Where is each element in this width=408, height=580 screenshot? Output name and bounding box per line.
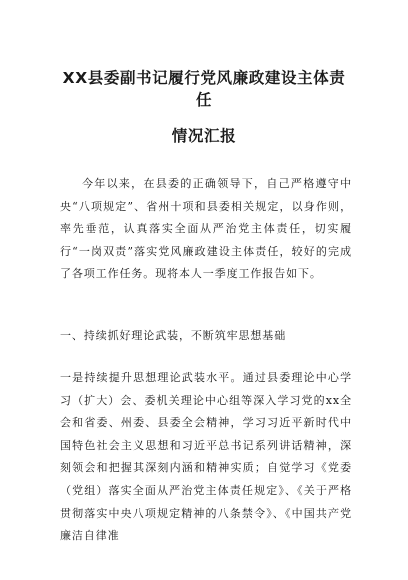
intro-paragraph: 今年以来，在县委的正确领导下，自己严格遵守中央“八项规定”、省州十项和县委相关规定，以身作则，率先垂范，认真落实全面从严治党主体责任，切实履行“一岗双责”落实党风廉政建设主体责任，较好的完成了各项工作任务。现将本人一季度工作报告如下。 — [60, 177, 352, 281]
section-heading: 一、持续抓好理论武装，不断筑牢思想基础 — [60, 329, 287, 342]
document-title-line1: XX县委副书记履行党风廉政建设主体责任 — [62, 69, 346, 109]
body-paragraph: 一是持续提升思想理论武装水平。通过县委理论中心学习（扩大）会、委机关理论中心组等深入学习党的xx全会和省委、州委、县委全会精神，学习习近平新时代中国特色社会主义思想和习近平总书记系列讲话精神，深刻领会和把握其深刻内涵和精神实质；自觉学习《党委（党组）落实全面从严治党主体责任规定》、《关于严格贯彻落实中央八项规定精神的八条禁令》、《中国共产党廉洁自律准 — [60, 371, 352, 543]
document-title-line2: 情况汇报 — [171, 127, 237, 145]
